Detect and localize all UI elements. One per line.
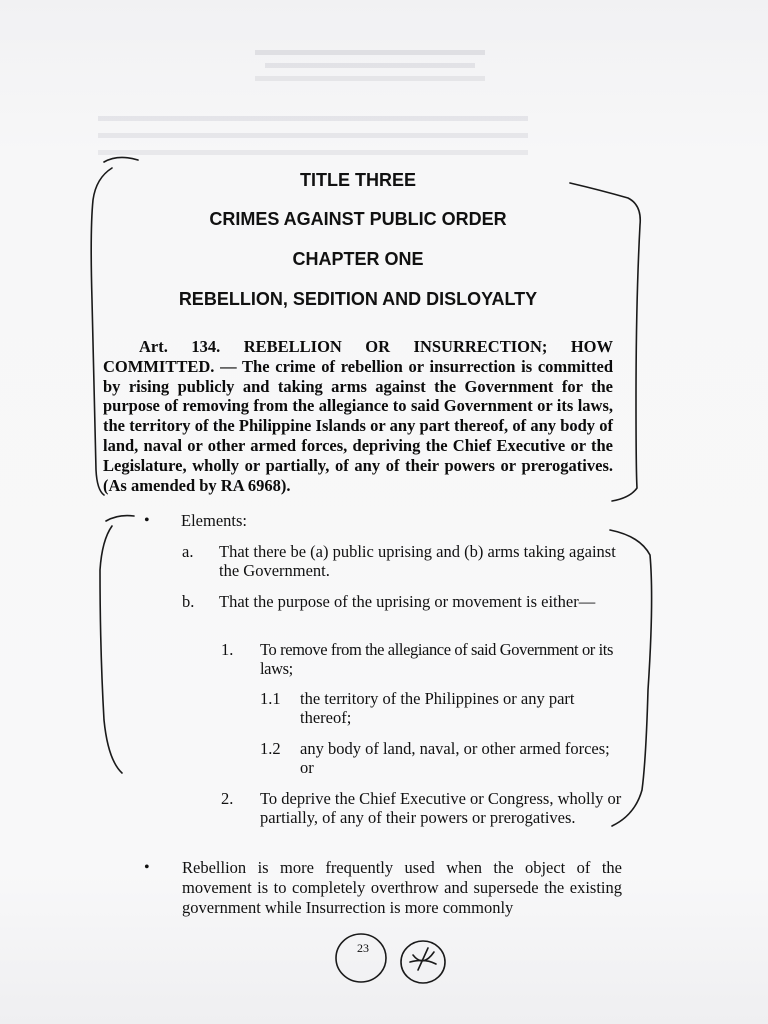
- article-body: — The crime of rebellion or insurrection is committed by rising publicly and taking arms against the Government for the purpose of removing from the allegiance to said Government or its laws, the territory of the Philippine Islands or any part thereof, of any body of land, naval or other armed forces, depriving the Chief Executive or the Legislature, wholly or partially, of any of their powers or prerogatives. (As amended by RA 6968).: [103, 356, 613, 495]
- title-three-heading: TITLE THREE: [300, 170, 416, 190]
- initials-circle: [401, 941, 445, 983]
- item-a-text: That there be (a) public uprising and (b) arms taking against the Government.: [219, 542, 616, 580]
- article-heading: REBELLION OR INSURRECTION; HOW COMMITTED.: [103, 337, 614, 376]
- item-1-1-text: the territory of the Philippines or any part thereof;: [300, 689, 575, 727]
- right-bracket-top: [570, 183, 640, 501]
- chapter-heading: CHAPTER ONE: [292, 249, 424, 269]
- item-2-text: To deprive the Chief Executive or Congress, wholly or partially, of any of their powers or prerogatives.: [260, 789, 622, 827]
- item-1-2-marker: 1.2: [260, 739, 281, 758]
- page-number-circle: [336, 934, 386, 982]
- left-bracket-elements: [100, 516, 134, 773]
- elements-bullet: •: [144, 512, 150, 529]
- item-1-2-text: any body of land, naval, or other armed forces; or: [300, 739, 610, 777]
- item-a-marker: a.: [182, 542, 194, 561]
- chapter-name-heading: REBELLION, SEDITION AND DISLOYALTY: [178, 289, 538, 309]
- item-1-marker: 1.: [221, 640, 234, 659]
- initials-mark: [410, 948, 436, 970]
- elements-label: Elements:: [181, 511, 247, 530]
- title-name-heading: CRIMES AGAINST PUBLIC ORDER: [209, 209, 507, 229]
- item-b-text: That the purpose of the uprising or movement is either—: [219, 592, 596, 611]
- note-text: Rebellion is more frequently used when the object of the movement is to completely overthrow and supersede the existing government while Insurrection is more commonly: [182, 858, 622, 917]
- item-b-marker: b.: [182, 592, 195, 611]
- item-2-marker: 2.: [221, 789, 234, 808]
- page-number: 23: [357, 941, 369, 955]
- item-1-text: To remove from the allegiance of said Government or its laws;: [260, 640, 614, 678]
- item-1-1-marker: 1.1: [260, 689, 281, 708]
- note-bullet: •: [144, 859, 150, 876]
- right-bracket-elements: [610, 530, 652, 826]
- article-number: Art. 134.: [139, 337, 221, 356]
- left-bracket-top: [91, 157, 138, 495]
